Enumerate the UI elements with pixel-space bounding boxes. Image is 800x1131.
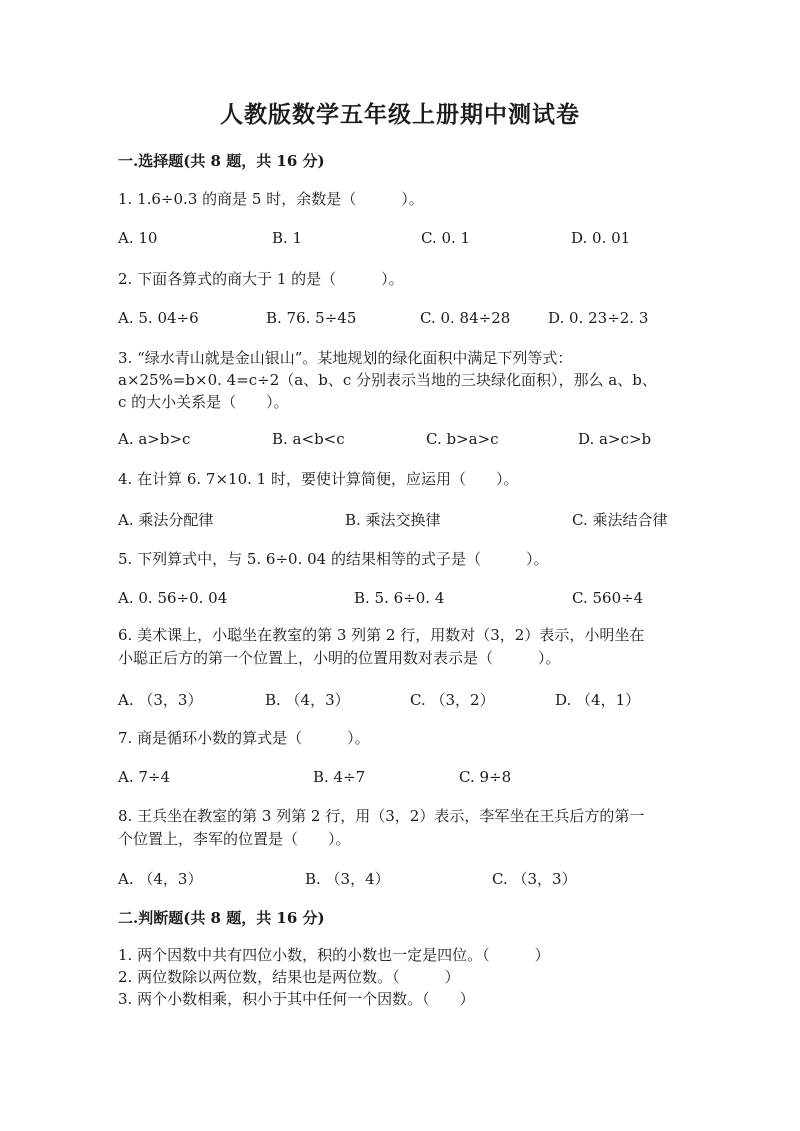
q4-option-c: C. 乘法结合律 xyxy=(572,511,668,529)
q8-option-a: A. （4，3） xyxy=(118,870,203,888)
question-8-line-2: 个位置上，李军的位置是（ ）。 xyxy=(118,830,351,848)
q8-option-b: B. （3，4） xyxy=(305,870,390,888)
q6-option-d: D. （4，1） xyxy=(555,691,641,709)
question-3-line-3: c 的大小关系是（ ）。 xyxy=(118,393,289,411)
q6-option-b: B. （4，3） xyxy=(265,691,350,709)
judgment-question-3: 3. 两个小数相乘，积小于其中任何一个因数。（ ） xyxy=(118,990,475,1008)
q7-option-c: C. 9÷8 xyxy=(459,768,512,786)
question-2: 2. 下面各算式的商大于 1 的是（ ）。 xyxy=(118,270,404,288)
q2-option-d: D. 0. 23÷2. 3 xyxy=(548,309,649,327)
q3-option-a: A. a>b>c xyxy=(118,430,191,448)
q5-option-b: B. 5. 6÷0. 4 xyxy=(354,589,445,607)
q4-option-a: A. 乘法分配律 xyxy=(118,511,214,529)
question-6-line-1: 6. 美术课上，小聪坐在教室的第 3 列第 2 行，用数对（3，2）表示，小明坐在 xyxy=(118,626,645,644)
section-heading-judgment: 二.判断题(共 8 题，共 16 分) xyxy=(118,909,325,927)
question-8-line-1: 8. 王兵坐在教室的第 3 列第 2 行，用（3，2）表示，李军坐在王兵后方的第一 xyxy=(118,807,645,825)
judgment-question-2: 2. 两位数除以两位数，结果也是两位数。（ ） xyxy=(118,968,460,986)
q5-option-a: A. 0. 56÷0. 04 xyxy=(118,589,228,607)
section-heading-choice: 一.选择题(共 8 题，共 16 分) xyxy=(118,152,325,170)
q8-option-c: C. （3，3） xyxy=(492,870,577,888)
q3-option-d: D. a>c>b xyxy=(578,430,652,448)
question-1: 1. 1.6÷0.3 的商是 5 时，余数是（ ）。 xyxy=(118,190,424,208)
question-4: 4. 在计算 6. 7×10. 1 时，要使计算简便，应运用（ ）。 xyxy=(118,470,519,488)
q6-option-a: A. （3，3） xyxy=(118,691,203,709)
q7-option-b: B. 4÷7 xyxy=(313,768,366,786)
question-5: 5. 下列算式中，与 5. 6÷0. 04 的结果相等的式子是（ ）。 xyxy=(118,550,549,568)
question-7: 7. 商是循环小数的算式是（ ）。 xyxy=(118,729,370,747)
q1-option-c: C. 0. 1 xyxy=(421,229,471,247)
page-title: 人教版数学五年级上册期中测试卷 xyxy=(220,101,580,128)
q5-option-c: C. 560÷4 xyxy=(572,589,644,607)
q6-option-c: C. （3，2） xyxy=(410,691,495,709)
q1-option-b: B. 1 xyxy=(272,229,303,247)
question-3-line-1: 3. “绿水青山就是金山银山”。某地规划的绿化面积中满足下列等式： xyxy=(118,349,573,367)
question-3-line-2: a×25%=b×0. 4=c÷2（a、b、c 分别表示当地的三块绿化面积），那么 a、b、 xyxy=(118,371,657,389)
q7-option-a: A. 7÷4 xyxy=(118,768,171,786)
judgment-question-1: 1. 两个因数中共有四位小数，积的小数也一定是四位。（ ） xyxy=(118,946,550,964)
q2-option-b: B. 76. 5÷45 xyxy=(266,309,357,327)
q1-option-d: D. 0. 01 xyxy=(571,229,631,247)
q3-option-b: B. a<b<c xyxy=(272,430,345,448)
q2-option-c: C. 0. 84÷28 xyxy=(420,309,511,327)
q3-option-c: C. b>a>c xyxy=(426,430,499,448)
q4-option-b: B. 乘法交换律 xyxy=(345,511,441,529)
q2-option-a: A. 5. 04÷6 xyxy=(118,309,199,327)
q1-option-a: A. 10 xyxy=(118,229,158,247)
question-6-line-2: 小聪正后方的第一个位置上，小明的位置用数对表示是（ ）。 xyxy=(118,649,561,667)
